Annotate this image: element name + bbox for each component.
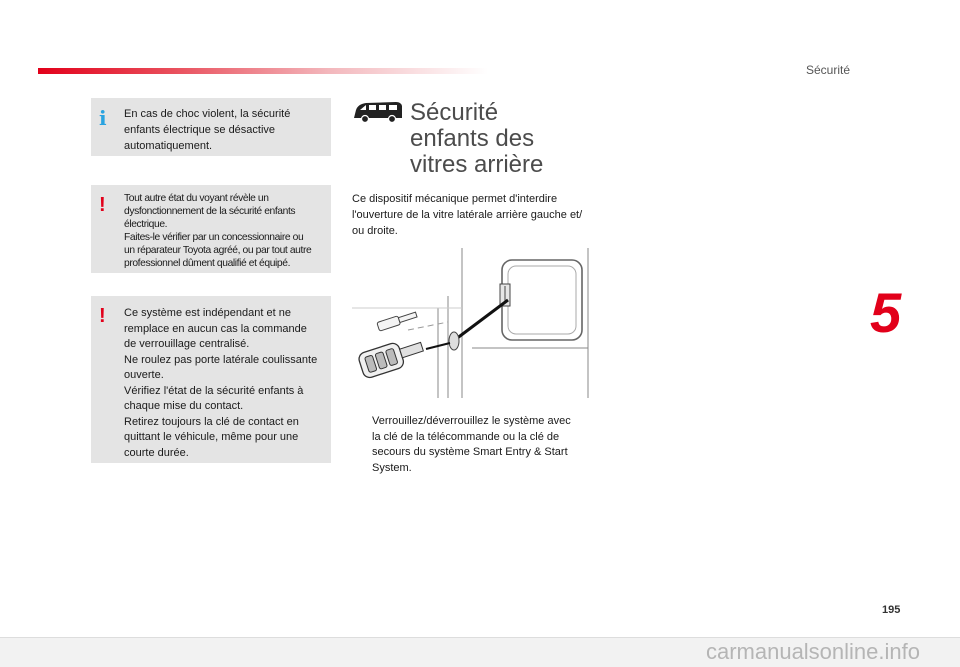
header-accent-bar (38, 68, 488, 74)
van-child-icon (352, 98, 404, 124)
instruction-step-text: Verrouillez/déverrouillez le système avec la clé de la télécommande ou la clé de secours du système Smart Entry & Start System. (372, 415, 571, 474)
info-icon: i (99, 106, 107, 130)
watermark-text: carmanualsonline.info (705, 639, 920, 664)
rear-window-lock-illustration (352, 248, 596, 398)
header-section-label: Sécurité (806, 63, 851, 77)
warning-note-box (91, 296, 331, 463)
info-note-box (91, 98, 331, 156)
warning-icon: ! (99, 194, 106, 216)
watermark-bar (0, 637, 960, 667)
warning-note-text: Ce système est indépendant et ne remplace en aucun cas la commande de verrouillage centralisé. Ne roulez pas porte latérale coulissante ouverte. Vérifiez l'état de la sécurité enfants à chaque mise du contact. Retirez toujours la clé de contact en quittant le véhicule, même pour une courte durée. (124, 307, 318, 459)
warning-icon: ! (99, 305, 106, 327)
section-title: Sécurité enfants des vitres arrière (410, 99, 544, 178)
info-note-text: En cas de choc violent, la sécurité enfants électrique se désactive automatiquement. (124, 108, 291, 152)
chapter-number: 5 (870, 281, 902, 344)
warning-note-box (91, 185, 331, 273)
warning-note-text: Tout autre état du voyant révèle un dysfonctionnement de la sécurité enfants électrique. Faites-le vérifier par un concessionnaire ou un réparateur Toyota agréé, ou par tout autre professionnel dûment qualifié et équipé. (124, 193, 312, 269)
page-number: 195 (882, 604, 901, 616)
intro-paragraph: Ce dispositif mécanique permet d'interdire l'ouverture de la vitre latérale arrière gauche et/ ou droite. (352, 193, 583, 237)
